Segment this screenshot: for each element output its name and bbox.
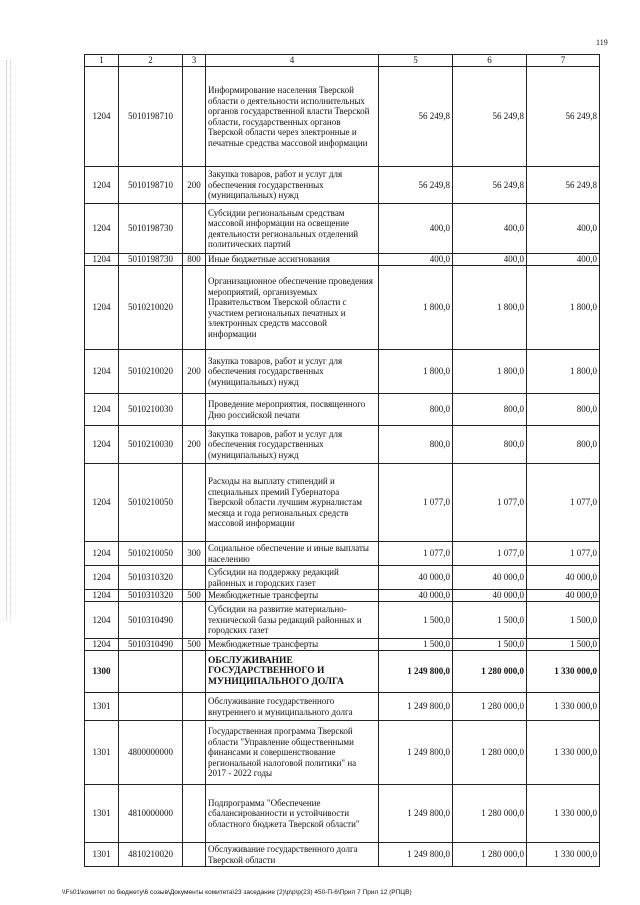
file-path-footer: \\Fs01\комитет по бюджету\6 созыв\Документы комитета\23 заседание (2)\р\р\р(23) 450-П-6\Прил 7 Прил 12 (РПЦВ) xyxy=(62,889,412,896)
amount-cell-year1: 1 249 800,0 xyxy=(379,693,453,721)
header-row xyxy=(85,55,600,67)
item-name-cell: Субсидии на поддержку редакций районных и городских газет xyxy=(206,566,379,590)
expense-type-cell xyxy=(183,602,206,639)
amount-cell-year2: 1 280 000,0 xyxy=(453,693,527,721)
amount-cell-year1: 1 249 800,0 xyxy=(379,843,453,867)
target-article-cell: 5010210030 xyxy=(119,426,183,464)
expense-type-cell xyxy=(183,204,206,254)
expense-type-cell xyxy=(183,566,206,590)
amount-cell-year2: 40 000,0 xyxy=(453,566,527,590)
amount-cell-year1: 1 249 800,0 xyxy=(379,721,453,785)
table-body xyxy=(85,67,600,867)
section-code-cell: 1301 xyxy=(85,693,119,721)
amount-cell-year3: 1 330 000,0 xyxy=(527,651,600,693)
section-code-cell: 1204 xyxy=(85,167,119,204)
expense-type-cell: 500 xyxy=(183,590,206,602)
item-name-cell: Закупка товаров, работ и услуг для обеспечения государственных (муниципальных) нужд xyxy=(206,167,379,204)
table-row xyxy=(85,394,600,426)
section-code-cell: 1204 xyxy=(85,204,119,254)
expense-type-cell: 800 xyxy=(183,254,206,266)
table-row xyxy=(85,542,600,566)
table-row xyxy=(85,350,600,394)
amount-cell-year1: 800,0 xyxy=(379,426,453,464)
item-name-cell: Межбюджетные трансферты xyxy=(206,639,379,651)
amount-cell-year1: 1 500,0 xyxy=(379,639,453,651)
amount-cell-year2: 1 280 000,0 xyxy=(453,721,527,785)
amount-cell-year2: 1 077,0 xyxy=(453,464,527,542)
amount-cell-year2: 1 280 000,0 xyxy=(453,651,527,693)
header-cell: 1 xyxy=(85,55,119,67)
section-code-cell: 1204 xyxy=(85,394,119,426)
section-code-cell: 1204 xyxy=(85,566,119,590)
section-code-cell: 1204 xyxy=(85,590,119,602)
expense-type-cell xyxy=(183,651,206,693)
section-code-cell: 1204 xyxy=(85,67,119,167)
amount-cell-year1: 1 500,0 xyxy=(379,602,453,639)
table-row xyxy=(85,266,600,350)
amount-cell-year3: 1 500,0 xyxy=(527,602,600,639)
amount-cell-year3: 40 000,0 xyxy=(527,590,600,602)
item-name-cell: Организационное обеспечение проведения мероприятий, организуемых Правительством Тверской области с участием региональных печатных и электронных средств массовой информации xyxy=(206,266,379,350)
target-article-cell xyxy=(119,651,183,693)
section-code-cell: 1204 xyxy=(85,350,119,394)
page-number: 119 xyxy=(596,38,608,47)
target-article-cell: 5010310320 xyxy=(119,590,183,602)
amount-cell-year2: 400,0 xyxy=(453,204,527,254)
table-row xyxy=(85,167,600,204)
target-article-cell: 5010310490 xyxy=(119,639,183,651)
amount-cell-year3: 56 249,8 xyxy=(527,167,600,204)
table-row xyxy=(85,843,600,867)
section-code-cell: 1301 xyxy=(85,843,119,867)
amount-cell-year1: 400,0 xyxy=(379,204,453,254)
amount-cell-year1: 40 000,0 xyxy=(379,590,453,602)
target-article-cell: 5010210050 xyxy=(119,464,183,542)
amount-cell-year3: 400,0 xyxy=(527,254,600,266)
header-cell: 4 xyxy=(206,55,379,67)
section-code-cell: 1204 xyxy=(85,254,119,266)
table-row xyxy=(85,254,600,266)
target-article-cell: 5010210050 xyxy=(119,542,183,566)
expense-type-cell xyxy=(183,721,206,785)
scan-edge-mark xyxy=(6,60,8,620)
expense-type-cell xyxy=(183,464,206,542)
expense-type-cell xyxy=(183,785,206,843)
table-row xyxy=(85,639,600,651)
item-name-cell: Закупка товаров, работ и услуг для обеспечения государственных (муниципальных) нужд xyxy=(206,426,379,464)
expense-type-cell: 500 xyxy=(183,639,206,651)
section-code-cell: 1301 xyxy=(85,721,119,785)
table-row xyxy=(85,721,600,785)
item-name-cell: Государственная программа Тверской области "Управление общественными финансами и совершенствование региональной налоговой политики" на 2017 - 2022 годы xyxy=(206,721,379,785)
amount-cell-year1: 40 000,0 xyxy=(379,566,453,590)
target-article-cell xyxy=(119,693,183,721)
expense-type-cell xyxy=(183,67,206,167)
table-row xyxy=(85,204,600,254)
item-name-cell: Обслуживание государственного внутреннего и муниципального долга xyxy=(206,693,379,721)
target-article-cell: 4800000000 xyxy=(119,721,183,785)
amount-cell-year1: 1 249 800,0 xyxy=(379,651,453,693)
amount-cell-year3: 400,0 xyxy=(527,204,600,254)
item-name-cell: Межбюджетные трансферты xyxy=(206,590,379,602)
target-article-cell: 5010210020 xyxy=(119,266,183,350)
table-row xyxy=(85,566,600,590)
amount-cell-year1: 1 249 800,0 xyxy=(379,785,453,843)
item-name-cell: Обслуживание государственного долга Тверской области xyxy=(206,843,379,867)
amount-cell-year3: 1 500,0 xyxy=(527,639,600,651)
amount-cell-year3: 1 330 000,0 xyxy=(527,785,600,843)
amount-cell-year3: 1 800,0 xyxy=(527,350,600,394)
amount-cell-year3: 1 077,0 xyxy=(527,542,600,566)
table-row xyxy=(85,590,600,602)
expense-type-cell xyxy=(183,266,206,350)
amount-cell-year2: 1 500,0 xyxy=(453,639,527,651)
amount-cell-year3: 1 330 000,0 xyxy=(527,693,600,721)
amount-cell-year2: 56 249,8 xyxy=(453,167,527,204)
target-article-cell: 5010198710 xyxy=(119,167,183,204)
expense-type-cell: 300 xyxy=(183,542,206,566)
amount-cell-year1: 1 077,0 xyxy=(379,542,453,566)
amount-cell-year3: 56 249,8 xyxy=(527,67,600,167)
target-article-cell: 5010198730 xyxy=(119,254,183,266)
table-row xyxy=(85,651,600,693)
item-name-cell: Иные бюджетные ассигнования xyxy=(206,254,379,266)
amount-cell-year1: 56 249,8 xyxy=(379,167,453,204)
amount-cell-year2: 40 000,0 xyxy=(453,590,527,602)
table-row xyxy=(85,693,600,721)
table-row xyxy=(85,67,600,167)
amount-cell-year2: 800,0 xyxy=(453,394,527,426)
amount-cell-year2: 400,0 xyxy=(453,254,527,266)
amount-cell-year3: 1 330 000,0 xyxy=(527,721,600,785)
amount-cell-year3: 40 000,0 xyxy=(527,566,600,590)
amount-cell-year3: 1 800,0 xyxy=(527,266,600,350)
item-name-cell: Проведение мероприятия, посвященного Дню российской печати xyxy=(206,394,379,426)
amount-cell-year1: 1 077,0 xyxy=(379,464,453,542)
item-name-cell: Расходы на выплату стипендий и специальных премий Губернатора Тверской области лучшим журналистам месяца и года региональных средств массовой информации xyxy=(206,464,379,542)
amount-cell-year3: 800,0 xyxy=(527,426,600,464)
amount-cell-year1: 800,0 xyxy=(379,394,453,426)
amount-cell-year1: 400,0 xyxy=(379,254,453,266)
expense-type-cell xyxy=(183,394,206,426)
item-name-cell: Субсидии на развитие материально-технической базы редакций районных и городских газет xyxy=(206,602,379,639)
section-code-cell: 1204 xyxy=(85,602,119,639)
table-row xyxy=(85,785,600,843)
section-code-cell: 1301 xyxy=(85,785,119,843)
amount-cell-year1: 1 800,0 xyxy=(379,350,453,394)
target-article-cell: 4810210020 xyxy=(119,843,183,867)
amount-cell-year2: 1 800,0 xyxy=(453,266,527,350)
header-cell: 2 xyxy=(119,55,183,67)
budget-table xyxy=(84,54,600,867)
target-article-cell: 5010210020 xyxy=(119,350,183,394)
section-code-cell: 1204 xyxy=(85,542,119,566)
amount-cell-year2: 800,0 xyxy=(453,426,527,464)
scan-edge-mark xyxy=(10,60,12,620)
expense-type-cell: 200 xyxy=(183,350,206,394)
expense-type-cell: 200 xyxy=(183,167,206,204)
target-article-cell: 5010198710 xyxy=(119,67,183,167)
amount-cell-year2: 1 077,0 xyxy=(453,542,527,566)
header-cell: 6 xyxy=(453,55,527,67)
amount-cell-year2: 1 280 000,0 xyxy=(453,785,527,843)
section-code-cell: 1204 xyxy=(85,464,119,542)
target-article-cell: 5010310320 xyxy=(119,566,183,590)
item-name-cell: Подпрограмма "Обеспечение сбалансированности и устойчивости областного бюджета Тверской области" xyxy=(206,785,379,843)
table-row xyxy=(85,426,600,464)
amount-cell-year3: 1 330 000,0 xyxy=(527,843,600,867)
amount-cell-year1: 1 800,0 xyxy=(379,266,453,350)
target-article-cell: 5010210030 xyxy=(119,394,183,426)
header-cell: 5 xyxy=(379,55,453,67)
header-cell: 7 xyxy=(527,55,600,67)
item-name-cell: ОБСЛУЖИВАНИЕ ГОСУДАРСТВЕННОГО И МУНИЦИПАЛЬНОГО ДОЛГА xyxy=(206,651,379,693)
amount-cell-year3: 800,0 xyxy=(527,394,600,426)
table-row xyxy=(85,464,600,542)
item-name-cell: Социальное обеспечение и иные выплаты населению xyxy=(206,542,379,566)
amount-cell-year1: 56 249,8 xyxy=(379,67,453,167)
expense-type-cell xyxy=(183,693,206,721)
target-article-cell: 5010310490 xyxy=(119,602,183,639)
amount-cell-year2: 1 800,0 xyxy=(453,350,527,394)
amount-cell-year2: 1 280 000,0 xyxy=(453,843,527,867)
header-cell: 3 xyxy=(183,55,206,67)
amount-cell-year2: 1 500,0 xyxy=(453,602,527,639)
target-article-cell: 4810000000 xyxy=(119,785,183,843)
item-name-cell: Субсидии региональным средствам массовой информации на освещение деятельности региональных отделений политических партий xyxy=(206,204,379,254)
section-code-cell: 1204 xyxy=(85,426,119,464)
section-code-cell: 1300 xyxy=(85,651,119,693)
amount-cell-year3: 1 077,0 xyxy=(527,464,600,542)
item-name-cell: Информирование населения Тверской области о деятельности исполнительных органов государственной власти Тверской области, государственных органов Тверской области через электронные и печатные средства массовой информации xyxy=(206,67,379,167)
section-code-cell: 1204 xyxy=(85,639,119,651)
table-row xyxy=(85,602,600,639)
section-code-cell: 1204 xyxy=(85,266,119,350)
expense-type-cell xyxy=(183,843,206,867)
expense-type-cell: 200 xyxy=(183,426,206,464)
amount-cell-year2: 56 249,8 xyxy=(453,67,527,167)
item-name-cell: Закупка товаров, работ и услуг для обеспечения государственных (муниципальных) нужд xyxy=(206,350,379,394)
target-article-cell: 5010198730 xyxy=(119,204,183,254)
